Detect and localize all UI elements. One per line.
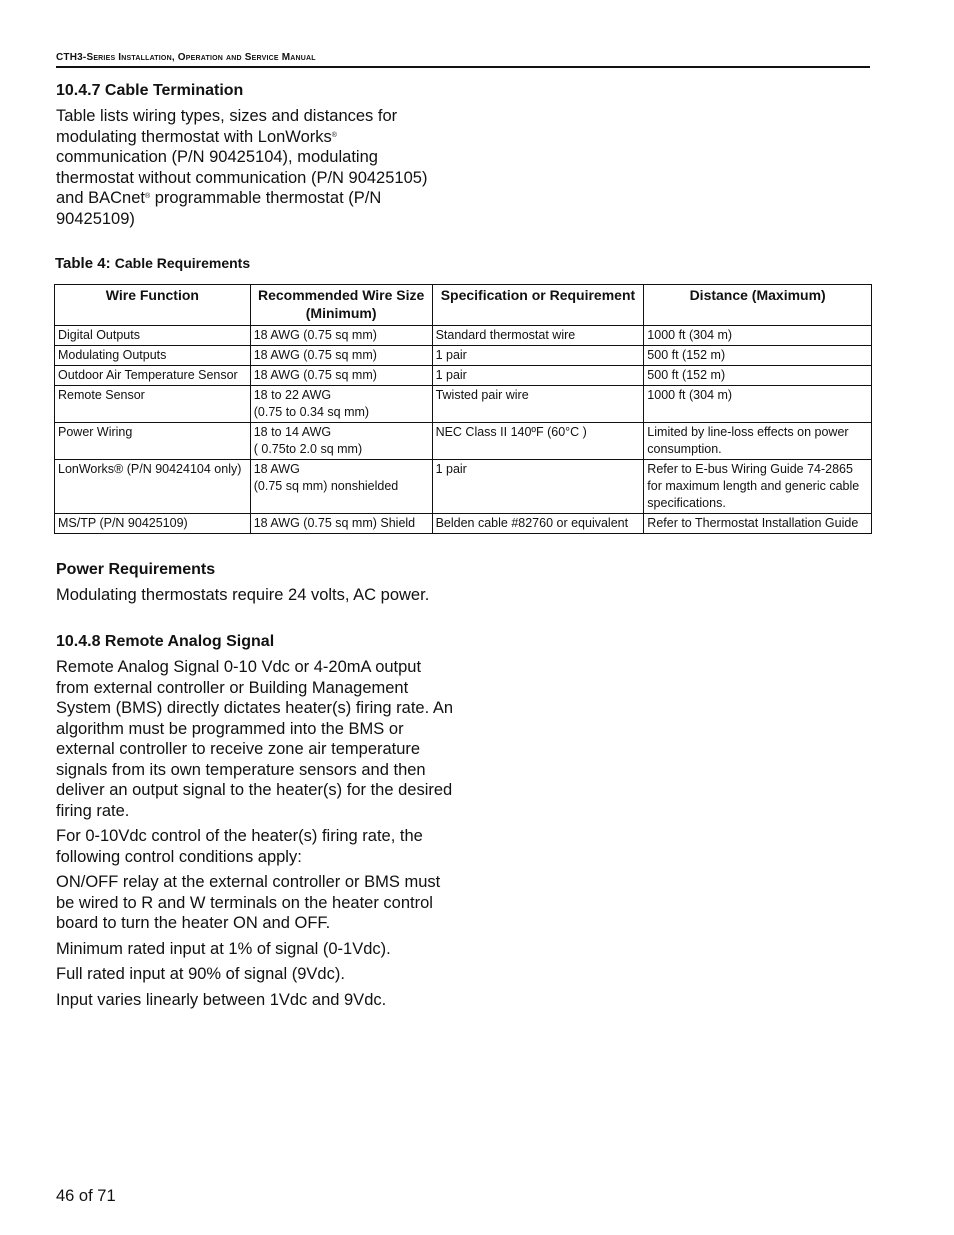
- table-row: [55, 386, 872, 423]
- table-cell: 500 ft (152 m): [644, 346, 872, 366]
- table-cell: Digital Outputs: [55, 326, 251, 346]
- table-cell: 18 to 14 AWG ( 0.75to 2.0 sq mm): [250, 423, 432, 460]
- table-cell: NEC Class II 140ºF (60°C ): [432, 423, 644, 460]
- table-cell: 1 pair: [432, 366, 644, 386]
- table-cell: Twisted pair wire: [432, 386, 644, 423]
- cable-termination-intro: [56, 106, 448, 229]
- table-cell: Refer to E-bus Wiring Guide 74-2865 for maximum length and generic cable specifications.: [644, 460, 872, 514]
- table-cell: Outdoor Air Temperature Sensor: [55, 366, 251, 386]
- column-header-wire-function: Wire Function: [55, 285, 251, 326]
- table-cell: 18 AWG (0.75 sq mm) Shield: [250, 514, 432, 534]
- table-cell: LonWorks® (P/N 90424104 only): [55, 460, 251, 514]
- registered-mark: ®: [144, 193, 151, 200]
- table-cell: 18 AWG (0.75 sq mm): [250, 326, 432, 346]
- column-header-wire-size: Recommended Wire Size (Minimum): [250, 285, 432, 326]
- table-row: [55, 460, 872, 514]
- column-header-distance: Distance (Maximum): [644, 285, 872, 326]
- cable-requirements-table: [54, 284, 872, 534]
- table-cell: 1000 ft (304 m): [644, 326, 872, 346]
- table-cell: Power Wiring: [55, 423, 251, 460]
- table-caption-title: Cable Requirements: [114, 255, 251, 271]
- paragraph: For 0-10Vdc control of the heater(s) firing rate, the following control conditions apply:: [56, 827, 423, 866]
- table-row: [55, 423, 872, 460]
- table-caption: [55, 255, 250, 272]
- intro-part-3: programmable thermostat (P/N 90425109): [56, 189, 382, 228]
- registered-mark: ®: [331, 131, 337, 139]
- remote-analog-signal-body: [56, 657, 454, 1015]
- table-cell: 18 AWG (0.75 sq mm) nonshielded: [250, 460, 432, 514]
- paragraph: Full rated input at 90% of signal (9Vdc).: [56, 965, 345, 983]
- paragraph: Remote Analog Signal 0-10 Vdc or 4-20mA output from external controller or Building Management System (BMS) directly dictates heater(s) firing rate. An algorithm must be programmed into the BMS or external controller to receive zone air temperature signals from its own temperature sensors and then deliver an output signal to the heater(s) for the desired firing rate.: [56, 658, 454, 820]
- section-heading-cable-termination: 10.4.7 Cable Termination: [56, 82, 244, 99]
- table-cell: 1 pair: [432, 346, 644, 366]
- table-cell: Belden cable #82760 or equivalent: [432, 514, 644, 534]
- running-header: [56, 52, 870, 68]
- table-cell: 18 to 22 AWG (0.75 to 0.34 sq mm): [250, 386, 432, 423]
- section-heading-remote-analog-signal: 10.4.8 Remote Analog Signal: [56, 633, 275, 650]
- paragraph: Minimum rated input at 1% of signal (0-1Vdc).: [56, 939, 391, 958]
- running-title: CTH3-Series Installation, Operation and Service Manual: [56, 52, 316, 63]
- table-cell: Refer to Thermostat Installation Guide: [644, 514, 872, 534]
- table-caption-label: Table 4:: [55, 255, 111, 272]
- table-header-row: [55, 285, 872, 326]
- table-cell: Standard thermostat wire: [432, 326, 644, 346]
- table-cell: 18 AWG (0.75 sq mm): [250, 366, 432, 386]
- table-cell: 1000 ft (304 m): [644, 386, 872, 423]
- table-row: [55, 514, 872, 534]
- intro-part-2: communication (P/N 90425104), modulating thermostat without communication (P/N 90425105) and BACnet: [56, 148, 428, 207]
- intro-part-1: Table lists wiring types, sizes and distances for modulating thermostat with LonWorks: [56, 107, 398, 146]
- table-cell: 1 pair: [432, 460, 644, 514]
- table-row: [55, 346, 872, 366]
- paragraph: Input varies linearly between 1Vdc and 9Vdc.: [56, 990, 387, 1009]
- table-cell: Limited by line-loss effects on power consumption.: [644, 423, 872, 460]
- table-cell: Modulating Outputs: [55, 346, 251, 366]
- table-row: [55, 366, 872, 386]
- paragraph: ON/OFF relay at the external controller or BMS must be wired to R and W terminals on the heater control board to turn the heater ON and OFF.: [56, 873, 441, 932]
- table-cell: 18 AWG (0.75 sq mm): [250, 346, 432, 366]
- page-number: 46 of 71: [56, 1187, 116, 1205]
- table-cell: MS/TP (P/N 90425109): [55, 514, 251, 534]
- power-requirements-text: Modulating thermostats require 24 volts, AC power.: [56, 586, 430, 604]
- table-cell: Remote Sensor: [55, 386, 251, 423]
- table-cell: 500 ft (152 m): [644, 366, 872, 386]
- section-heading-power-requirements: Power Requirements: [56, 561, 216, 578]
- table-row: [55, 326, 872, 346]
- column-header-specification: Specification or Requirement: [432, 285, 644, 326]
